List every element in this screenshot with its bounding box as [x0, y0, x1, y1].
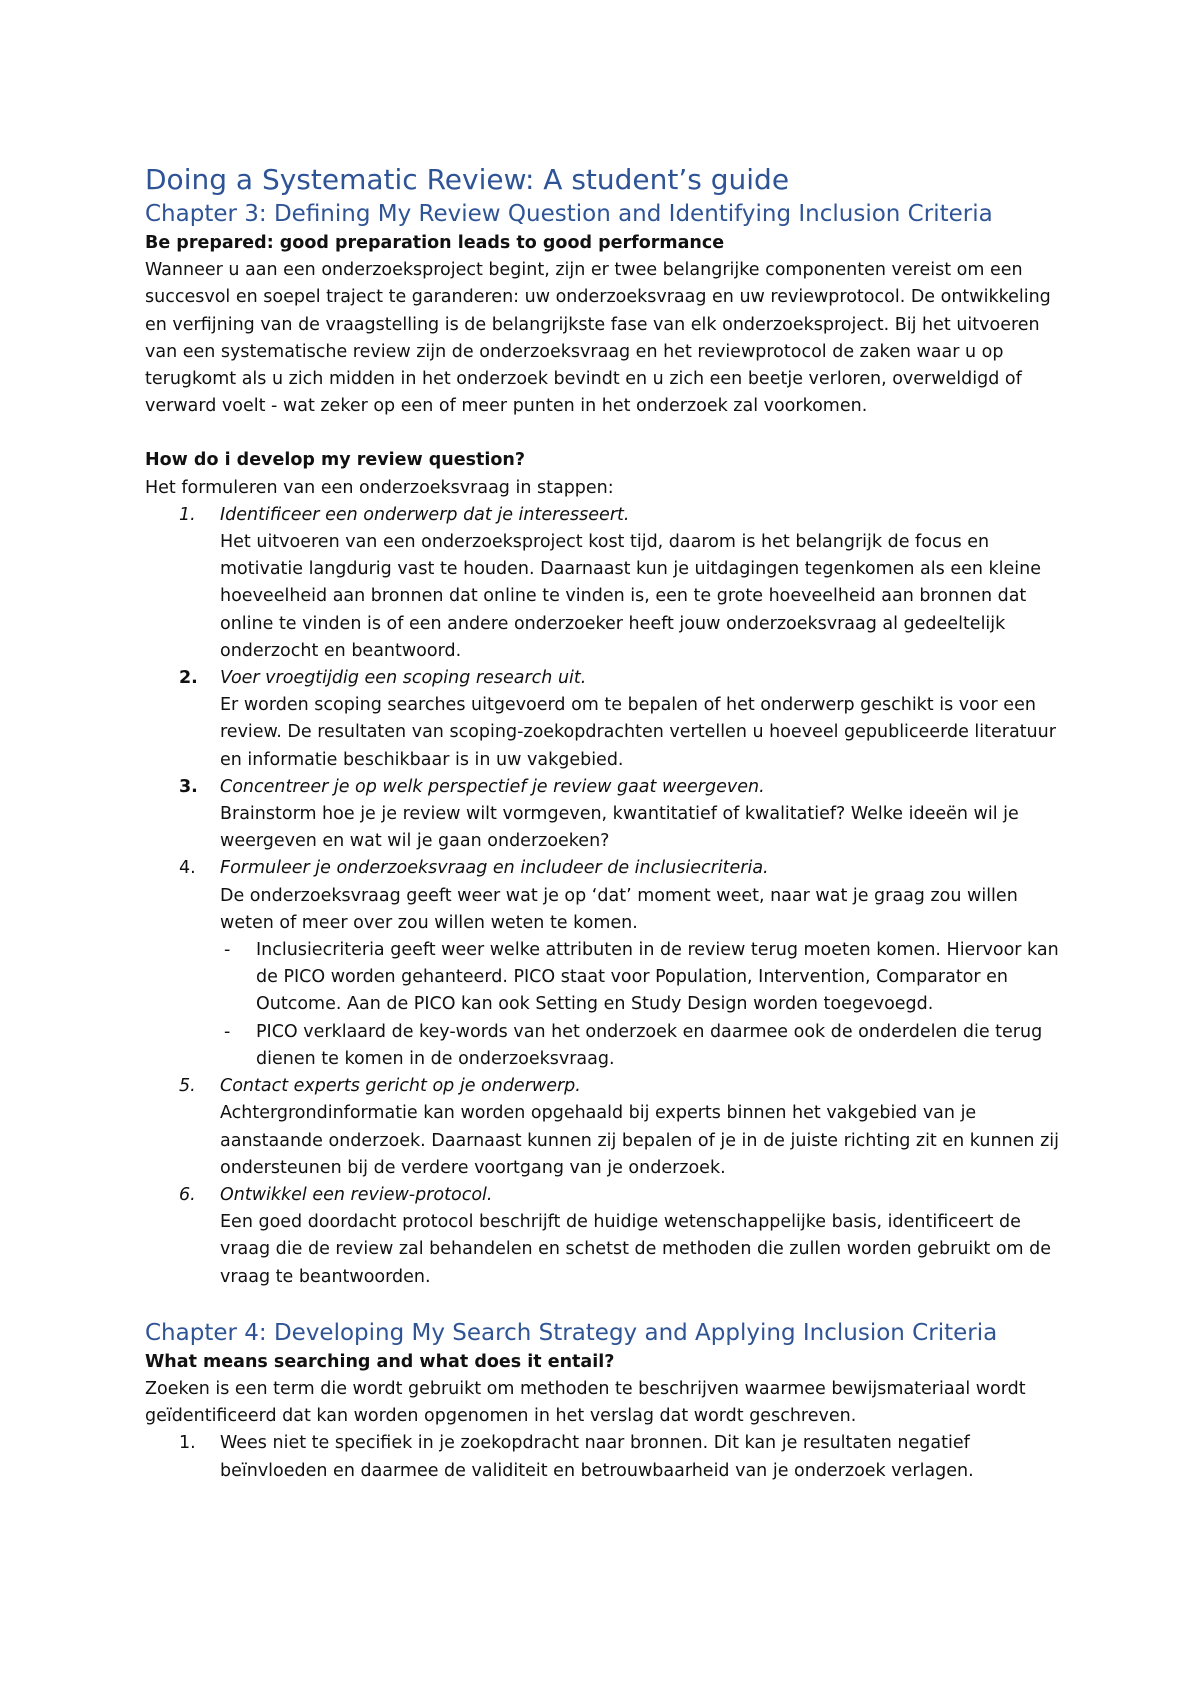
step-title: Ontwikkel een review-protocol. [220, 1184, 493, 1205]
bullet-item [220, 937, 1075, 1019]
step-body: Achtergrondinformatie kan worden opgehaald bij experts binnen het vakgebied van je aanstaande onderzoek. Daarnaast kunnen zij bepalen of je in de juiste richting zit en kunnen zij ondersteunen bij de verdere voortgang van je onderzoek. [220, 1103, 1059, 1178]
list-number: 5. [179, 1076, 196, 1097]
list-number: 2. [179, 668, 198, 689]
step-title: Contact experts gericht op je onderwerp. [220, 1076, 581, 1097]
bullet-text: PICO verklaard de key-words van het onderzoek en daarmee ook de onderdelen die terug dienen te komen in de onderzoeksvraag. [256, 1021, 1043, 1069]
step-body: Brainstorm hoe je je review wilt vormgeven, kwantitatief of kwalitatief? Welke ideeën wil je weergeven en wat wil je gaan onderzoeken? [220, 804, 1019, 852]
list-number: 1. [179, 504, 196, 525]
review-question-heading: How do i develop my review question? [145, 450, 526, 471]
list-number: 3. [179, 776, 198, 797]
document-title: Doing a Systematic Review: A student’s guide [145, 163, 790, 196]
step-title: Formuleer je onderzoeksvraag en includeer de inclusiecriteria. [220, 858, 769, 879]
step-body: De onderzoeksvraag geeft weer wat je op ‘dat’ moment weet, naar wat je graag zou willen weten of meer over zou willen weten te komen. [220, 885, 1018, 933]
bullet-item [220, 1019, 1075, 1073]
document-body [145, 162, 1075, 1485]
step-body: Een goed doordacht protocol beschrijft de huidige wetenschappelijke basis, identificeert de vraag die de review zal behandelen en schetst de methoden die zullen worden gebruikt om de vraag te beantwoorden. [220, 1212, 1052, 1287]
step-title: Concentreer je op welk perspectief je review gaat weergeven. [220, 776, 765, 797]
list-number: 4. [179, 858, 196, 879]
list-number: 1. [179, 1433, 196, 1454]
chapter-4-heading: Chapter 4: Developing My Search Strategy and Applying Inclusion Criteria [145, 1319, 998, 1346]
step-title: Identificeer een onderwerp dat je interesseert. [220, 504, 630, 525]
step-body: Het uitvoeren van een onderzoeksproject kost tijd, daarom is het belangrijk de focus en motivatie langdurig vast te houden. Daarnaast kun je uitdagingen tegenkomen als een kleine hoeveelheid aan bronnen dat online te vinden is, een te grote hoeveelheid aan bronnen dat online te vinden is of een andere onderzoeker heeft jouw onderzoeksvraag al gedeeltelijk onderzocht en beantwoord. [220, 532, 1041, 661]
chapter-3-subheading: Be prepared: good preparation leads to good performance [145, 233, 725, 253]
bullet-text: Inclusiecriteria geeft weer welke attributen in de review terug moeten komen. Hiervoor kan de PICO worden gehanteerd. PICO staat voor Population, Intervention, Comparator en Outcome. Aan de PICO kan ook Setting en Study Design worden toegevoegd. [256, 940, 1059, 1015]
list-item [145, 665, 1075, 774]
chapter-4-subheading: What means searching and what does it entail? [145, 1351, 615, 1372]
list-item [145, 1430, 1075, 1484]
review-question-intro: Het formuleren van een onderzoeksvraag in stappen: [145, 477, 614, 498]
step-title: Voer vroegtijdig een scoping research uit. [220, 668, 587, 689]
list-item [145, 1073, 1075, 1182]
list-item [145, 855, 1075, 1073]
chapter-3-heading: Chapter 3: Defining My Review Question and Identifying Inclusion Criteria [145, 201, 993, 227]
dash-bullet: - [224, 940, 231, 961]
item-text: Wees niet te specifiek in je zoekopdracht naar bronnen. Dit kan je resultaten negatief beïnvloeden en daarmee de validiteit en betrouwbaarheid van je onderzoek verlagen. [220, 1433, 974, 1481]
chapter-3-intro: Wanneer u aan een onderzoeksproject begint, zijn er twee belangrijke componenten vereist om een succesvol en soepel traject te garanderen: uw onderzoeksvraag en uw reviewprotocol. De ontwikkeling en verfijning van de vraagstelling is de belangrijkste fase van elk onderzoeksproject. Bij het uitvoeren van een systematische review zijn de onderzoeksvraag en het reviewprotocol de zaken waar u op terugkomt als u zich midden in het onderzoek bevindt en u zich een beetje verloren, overweldigd of verward voelt - wat zeker op een of meer punten in het onderzoek zal voorkomen. [145, 260, 1051, 417]
list-item [145, 774, 1075, 856]
steps-list [145, 502, 1075, 1291]
chapter-4-intro: Zoeken is een term die wordt gebruikt om methoden te beschrijven waarmee bewijsmateriaal wordt geïdentificeerd dat kan worden opgenomen in het verslag dat wordt geschreven. [145, 1378, 1026, 1427]
dash-bullet: - [224, 1021, 231, 1042]
list-item [145, 1182, 1075, 1291]
list-item [145, 502, 1075, 665]
search-tips-list [145, 1430, 1075, 1484]
list-number: 6. [179, 1184, 196, 1205]
pico-bullet-list [220, 937, 1075, 1073]
step-body: Er worden scoping searches uitgevoerd om te bepalen of het onderwerp geschikt is voor een review. De resultaten van scoping-zoekopdrachten vertellen u hoeveel gepubliceerde literatuur en informatie beschikbaar is in uw vakgebied. [220, 695, 1056, 770]
